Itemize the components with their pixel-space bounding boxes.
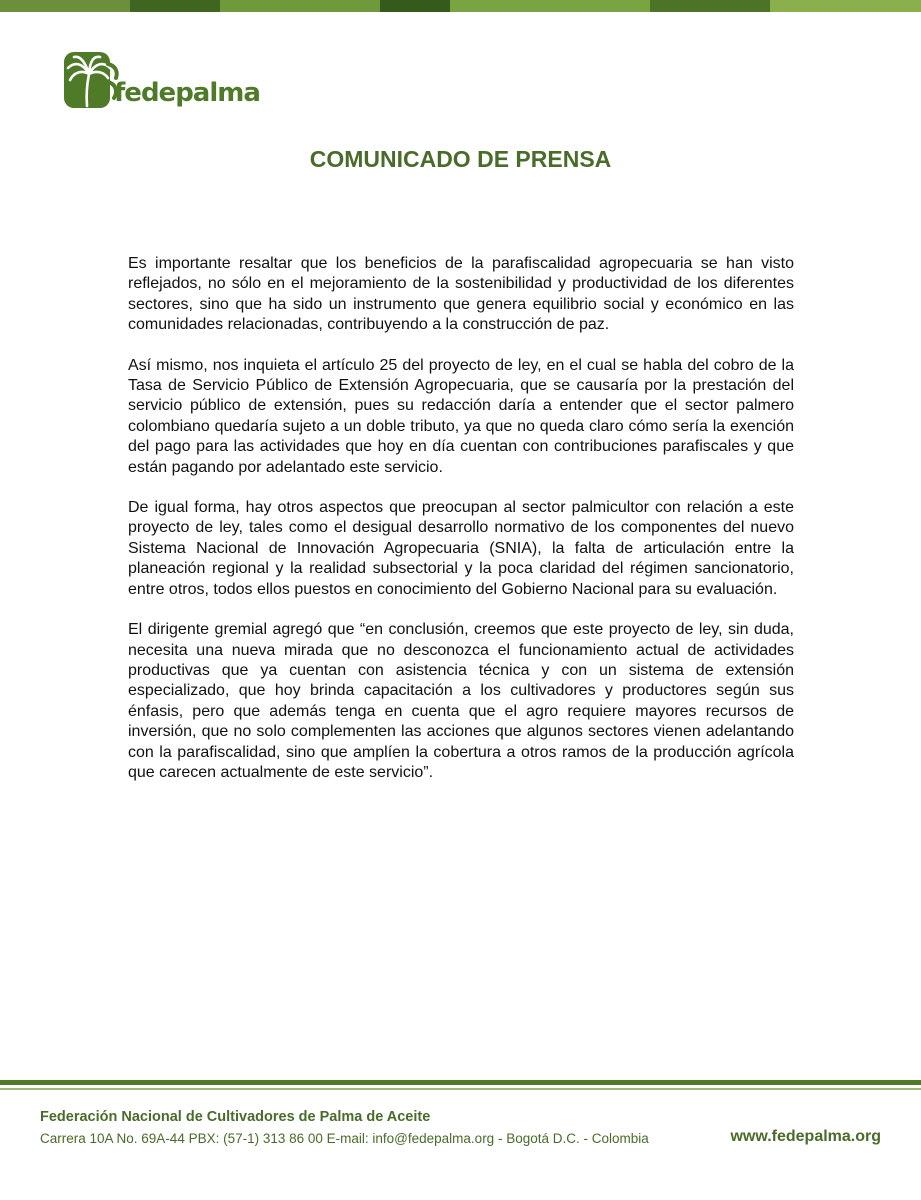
paragraph: Es importante resaltar que los beneficios de la parafiscalidad agropecuaria se han visto reflejados, no sólo en el mejoramiento de la sostenibilidad y productividad de los diferentes sectores, sino que ha sido un instrumento que genera equilibrio social y económico en las comunidades relacionadas, contribuyendo a la construcción de paz. [128,255,794,334]
logo-wordmark: fedepalma [114,78,260,108]
footer-website-link[interactable]: www.fedepalma.org [730,1128,881,1145]
top-bar-segment [380,0,450,12]
top-bar-segment [450,0,650,12]
footer-divider [0,1080,921,1085]
article-body [128,254,794,803]
palm-tree-icon [62,48,120,112]
top-bar-segment [0,0,130,12]
top-bar-segment [130,0,220,12]
footer-divider-thin [0,1088,921,1090]
top-bar-segment [650,0,770,12]
page-title: COMUNICADO DE PRENSA [309,146,612,172]
top-bar-segment [770,0,921,12]
paragraph: El dirigente gremial agregó que “en conclusión, creemos que este proyecto de ley, sin duda, necesita una nueva mirada que no desconozca el funcionamiento actual de actividades productivas que ya cuentan con asistencia técnica y con un sistema de extensión especializado, que hoy brinda capacitación a los cultivadores y productores según sus énfasis, pero que además tenga en cuenta que el agro requiere mayores recursos de inversión, que no solo complementen las acciones que algunos sectores vienen adelantando con la parafiscalidad, sino que amplíen la cobertura a otros ramos de la producción agrícola que carecen actualmente de este servicio”. [128,621,794,781]
paragraph: De igual forma, hay otros aspectos que preocupan al sector palmicultor con relación a este proyecto de ley, tales como el desigual desarrollo normativo de los componentes del nuevo Sistema Nacional de Innovación Agropecuaria (SNIA), la falta de articulación entre la planeación regional y la realidad subsectorial y la poca claridad del régimen sancionatorio, entre otros, todos ellos puestos en conocimiento del Gobierno Nacional para su evaluación. [128,499,794,598]
top-color-bar [0,0,921,12]
paragraph: Así mismo, nos inquieta el artículo 25 del proyecto de ley, en el cual se habla del cobro de la Tasa de Servicio Público de Extensión Agropecuaria, que se causaría por la prestación del servicio público de extensión, pues su redacción daría a entender que el sector palmero colombiano quedaría sujeto a un doble tributo, ya que no queda claro cómo sería la exención del pago para las actividades que hoy en día cuentan con contribuciones parafiscales y que están pagando por adelantado este servicio. [128,356,794,476]
footer-organization-name: Federación Nacional de Cultivadores de Palma de Aceite [40,1109,431,1125]
footer-address: Carrera 10A No. 69A-44 PBX: (57-1) 313 86 00 E-mail: info@fedepalma.org - Bogotá D.C. - Colombia [40,1131,649,1146]
top-bar-segment [220,0,380,12]
fedepalma-logo [62,48,262,112]
